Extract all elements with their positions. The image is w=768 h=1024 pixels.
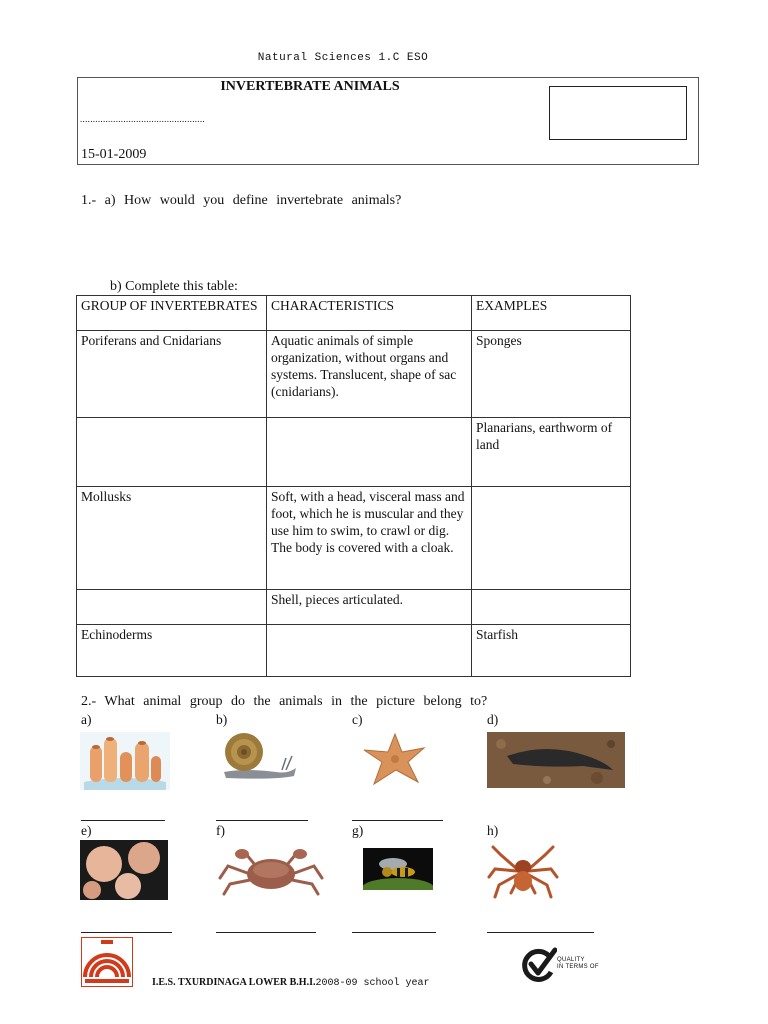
answer-line-f[interactable] (216, 932, 316, 933)
answer-line-h[interactable] (487, 932, 594, 933)
footer-school-year: 2008-09 school year (315, 978, 430, 989)
answer-line-g[interactable] (352, 932, 436, 933)
table-cell-examples[interactable] (472, 590, 631, 625)
table-cell-group: Mollusks (77, 487, 267, 590)
table-cell-characteristics[interactable] (267, 418, 472, 487)
course-header: Natural Sciences 1.C ESO (257, 52, 429, 64)
starfish-picture (352, 730, 438, 788)
table-header-cell: EXAMPLES (472, 296, 631, 331)
picture-label-f: f) (216, 823, 225, 838)
table-cell-group: Echinoderms (77, 625, 267, 677)
picture-label-h: h) (487, 823, 499, 838)
table-cell-characteristics[interactable] (267, 625, 472, 677)
quality-line-1: QUALITY (557, 957, 585, 963)
table-row (77, 418, 631, 487)
table-cell-examples: Planarians, earthworm of land (472, 418, 631, 487)
snail-picture (216, 728, 298, 786)
invertebrates-table (76, 295, 631, 677)
table-header-row (77, 296, 631, 331)
crab-picture (216, 846, 326, 898)
picture-label-d: d) (487, 712, 499, 727)
question-1a: 1.- a) How would you define invertebrate animals? (81, 193, 402, 208)
sponge-picture (80, 732, 170, 790)
table-cell-examples: Sponges (472, 331, 631, 418)
table-row (77, 487, 631, 590)
table-cell-group: Poriferans and Cnidarians (77, 331, 267, 418)
slug-picture (487, 732, 625, 788)
quality-badge-text (557, 957, 599, 971)
coral-picture (80, 840, 168, 900)
footer-school-line (152, 977, 430, 989)
picture-label-g: g) (352, 823, 364, 838)
school-logo-icon (81, 937, 133, 987)
answer-line-b[interactable] (216, 820, 308, 821)
table-cell-characteristics: Soft, with a head, visceral mass and foot, which he is muscular and they use him to swim, to crawl or dig. The body is covered with a cloak. (267, 487, 472, 590)
quality-line-2: IN TERMS OF (557, 964, 599, 970)
table-row (77, 590, 631, 625)
question-1b: b) Complete this table: (110, 279, 238, 294)
spider-picture (487, 843, 559, 899)
answer-line-c[interactable] (352, 820, 443, 821)
quality-check-icon (521, 946, 557, 984)
table-header-cell: CHARACTERISTICS (267, 296, 472, 331)
answer-line-a[interactable] (81, 820, 165, 821)
footer-school-name: I.E.S. TXURDINAGA LOWER B.H.I. (152, 977, 316, 988)
picture-label-b: b) (216, 712, 228, 727)
picture-label-a: a) (81, 712, 92, 727)
name-field-line: ................................................. (80, 114, 205, 124)
grade-box (549, 86, 687, 140)
table-cell-group[interactable] (77, 418, 267, 487)
table-header-cell: GROUP OF INVERTEBRATES (77, 296, 267, 331)
table-cell-group[interactable] (77, 590, 267, 625)
table-cell-characteristics: Shell, pieces articulated. (267, 590, 472, 625)
table-row (77, 625, 631, 677)
date: 15-01-2009 (81, 147, 147, 162)
table-cell-examples[interactable] (472, 487, 631, 590)
table-cell-characteristics: Aquatic animals of simple organization, without organs and systems. Translucent, shape of sac (cnidarians). (267, 331, 472, 418)
wasp-picture (363, 848, 433, 890)
document-title: INVERTEBRATE ANIMALS (220, 79, 400, 94)
table-cell-examples: Starfish (472, 625, 631, 677)
picture-label-c: c) (352, 712, 363, 727)
answer-line-e[interactable] (81, 932, 172, 933)
picture-label-e: e) (81, 823, 92, 838)
table-row (77, 331, 631, 418)
question-2: 2.- What animal group do the animals in the picture belong to? (81, 694, 488, 709)
